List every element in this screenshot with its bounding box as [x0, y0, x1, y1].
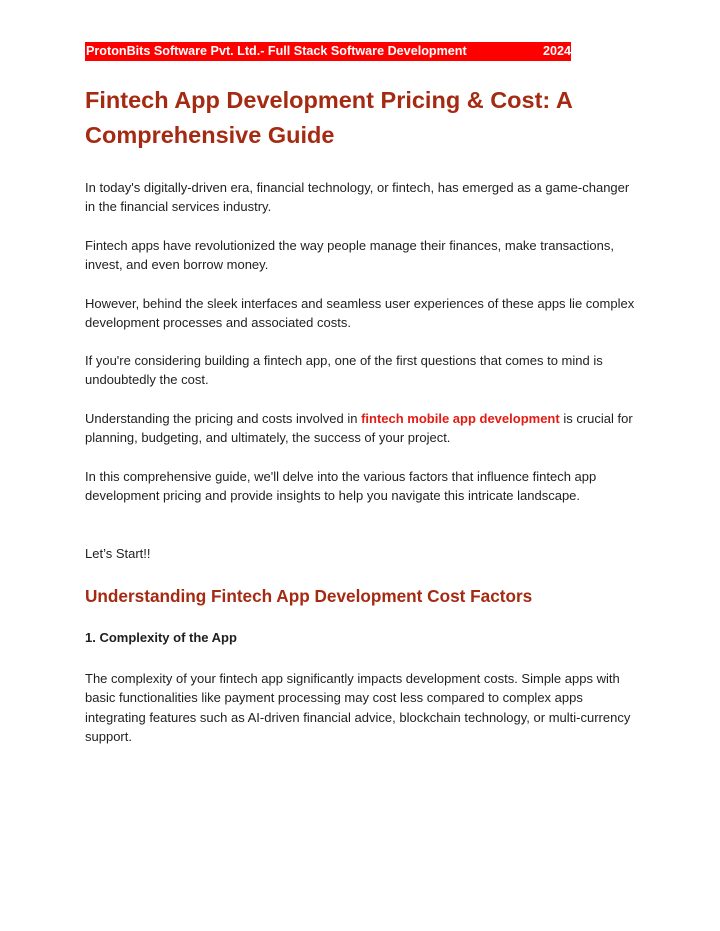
header-banner	[85, 42, 571, 61]
fintech-mobile-app-development-link[interactable]: fintech mobile app development	[361, 411, 560, 426]
paragraph-lets-start: Let’s Start!!	[85, 546, 151, 561]
paragraph-considering-cost: If you're considering building a fintech app, one of the first questions that comes to mind is undoubtedly the cost.	[85, 353, 603, 388]
header-company-line: ProtonBits Software Pvt. Ltd.- Full Stack Software Development	[86, 44, 467, 58]
section-heading-cost-factors: Understanding Fintech App Development Cost Factors	[85, 586, 533, 606]
paragraph-revolutionized: Fintech apps have revolutionized the way people manage their finances, make transactions, invest, and even borrow money.	[85, 238, 614, 273]
paragraph-guide-overview: In this comprehensive guide, we'll delve into the various factors that influence fintech app development pricing and provide insights to help you navigate this intricate landscape.	[85, 469, 597, 504]
subheading-complexity: 1. Complexity of the App	[85, 630, 237, 645]
intro-paragraph: In today's digitally-driven era, financial technology, or fintech, has emerged as a game-changer in the financial services industry.	[85, 180, 630, 215]
paragraph-complexity: The complexity of your fintech app significantly impacts development costs. Simple apps with basic functionalities like payment processing may cost less compared to complex apps integrating features such as AI-driven financial advice, blockchain technology, or multi-currency support.	[85, 671, 631, 744]
paragraph-understanding-text-start: Understanding the pricing and costs involved in	[85, 411, 362, 426]
paragraph-understanding-text-end: is crucial for planning, budgeting, and ultimately, the success of your project.	[85, 411, 633, 446]
paragraph-understanding-pricing	[85, 409, 635, 448]
paragraph-behind-interfaces: However, behind the sleek interfaces and seamless user experiences of these apps lie complex development processes and associated costs.	[85, 296, 635, 331]
page-title: Fintech App Development Pricing & Cost: A Comprehensive Guide	[85, 87, 573, 148]
header-year: 2024	[542, 44, 571, 58]
